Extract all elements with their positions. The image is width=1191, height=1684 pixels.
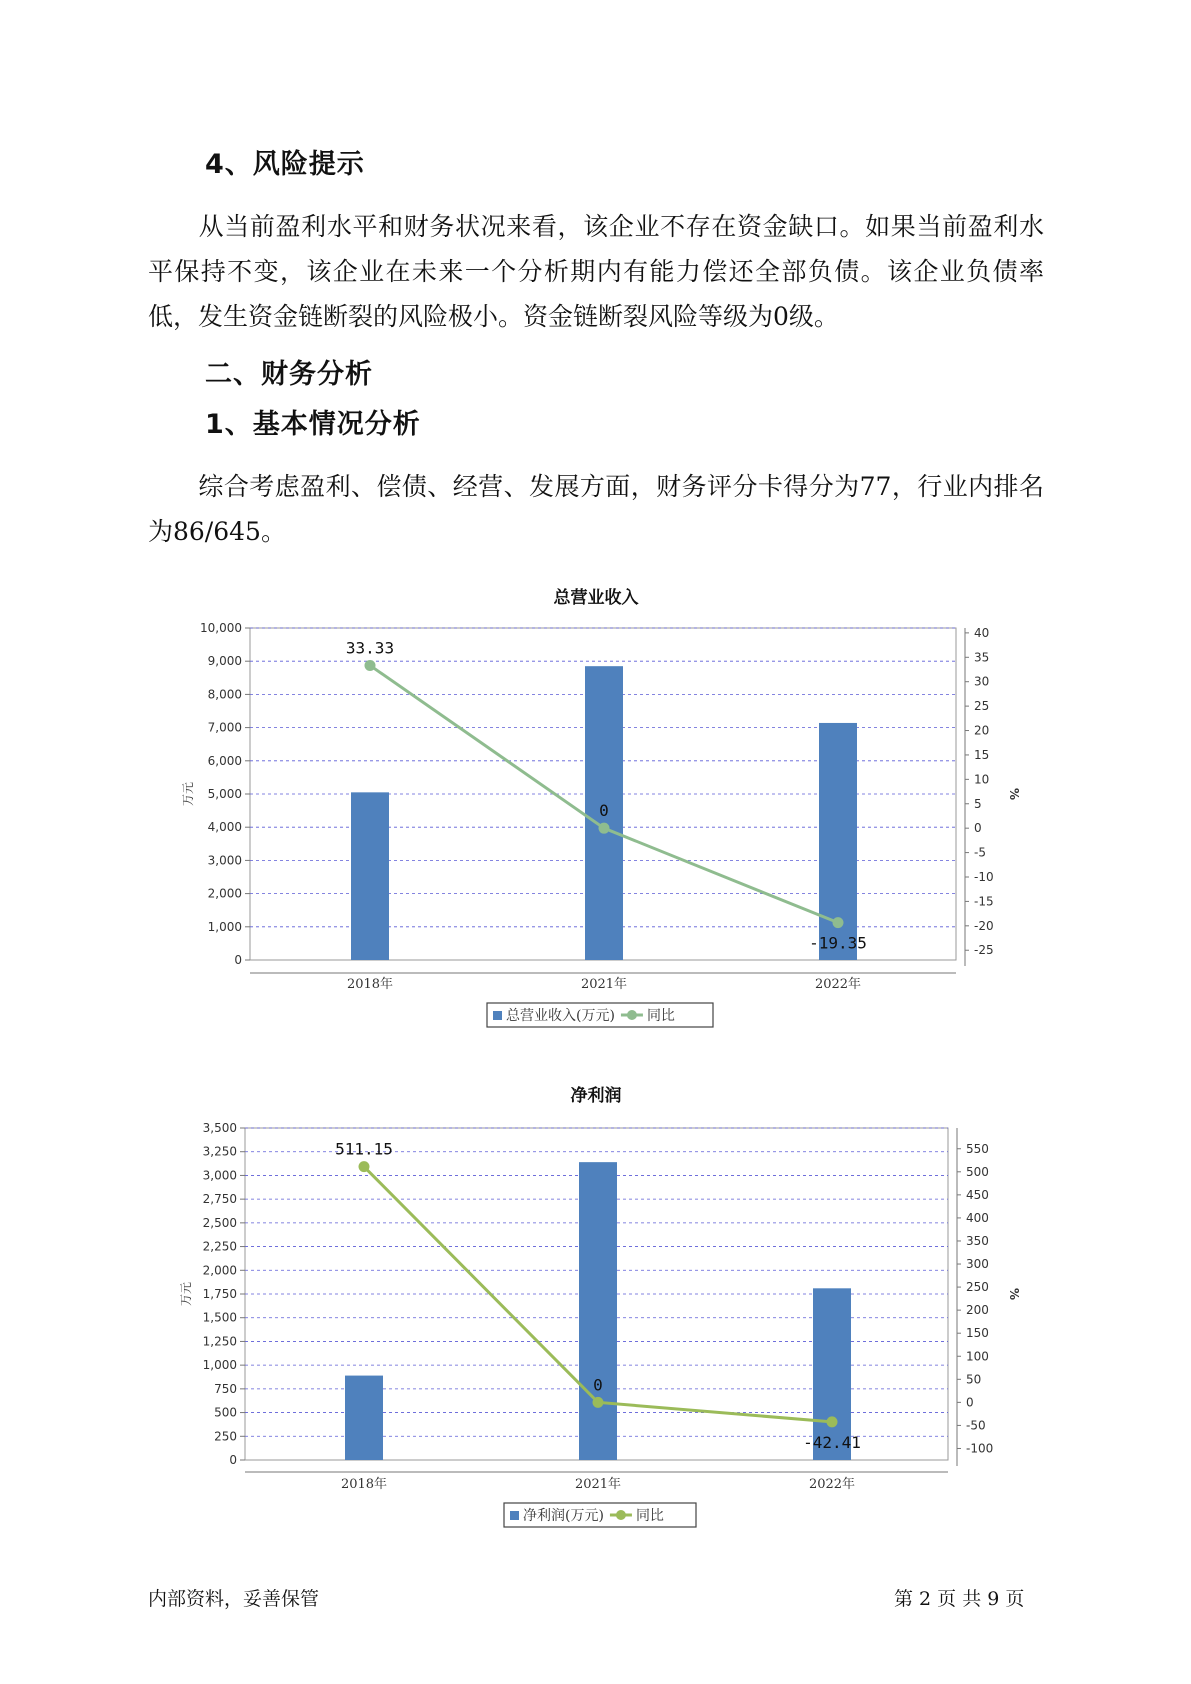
chart1-ytick-label: 3,000 xyxy=(207,853,242,868)
chart1-ytick-label: 4,000 xyxy=(207,820,242,835)
chart2-ytick-label: 3,250 xyxy=(202,1144,237,1159)
chart2-ytick-label: 2,250 xyxy=(202,1239,237,1254)
chart2-ytick-label: 3,500 xyxy=(202,1121,237,1135)
chart1-y2tick-label: 25 xyxy=(974,699,990,714)
chart1-line-point xyxy=(365,660,376,671)
chart2-ytick-label: 2,500 xyxy=(202,1215,237,1230)
chart1-title: 总营业收入 xyxy=(553,588,639,608)
chart1-ytick-label: 1,000 xyxy=(207,919,242,934)
chart1-y2tick-label: 20 xyxy=(974,723,990,738)
chart2-ylabel: 万元 xyxy=(179,1281,193,1307)
chart2-y2tick-label: 350 xyxy=(966,1233,989,1248)
chart2-y2tick-label: -50 xyxy=(966,1418,986,1433)
chart2-y2tick-label: 500 xyxy=(966,1164,989,1179)
chart1-ytick-label: 8,000 xyxy=(207,687,242,702)
chart1-legend-bar-label: 总营业收入(万元) xyxy=(506,1008,615,1024)
risk-paragraph: 从当前盈利水平和财务状况来看，该企业不存在资金缺口。如果当前盈利水平保持不变，该企业在未来一个分析期内有能力偿还全部负债。该企业负债率低，发生资金链断裂的风险极小。资金链断裂风险等级为0级。 xyxy=(148,212,1044,331)
chart1-legend-line-marker xyxy=(627,1010,637,1020)
chart1-y2tick-label: 0 xyxy=(974,821,982,836)
chart2-y2tick-label: 100 xyxy=(966,1349,989,1364)
chart1-y2tick-label: 5 xyxy=(974,796,982,811)
chart2-ytick-label: 2,000 xyxy=(202,1263,237,1278)
chart2-y2tick-label: 200 xyxy=(966,1303,989,1318)
chart2-legend-bar-swatch xyxy=(510,1511,519,1520)
chart1-ytick-label: 5,000 xyxy=(207,787,242,801)
chart2-bar xyxy=(579,1162,617,1460)
chart1-ytick-label: 6,000 xyxy=(207,753,242,768)
chart2-ytick-label: 1,000 xyxy=(202,1358,237,1373)
chart1-ytick-label: 2,000 xyxy=(207,886,242,901)
chart2-ytick-label: 500 xyxy=(214,1405,237,1420)
chart2-line-point xyxy=(593,1397,604,1408)
chart2-y2tick-label: -100 xyxy=(966,1441,994,1456)
chart2-title: 净利润 xyxy=(570,1086,622,1106)
chart2-y2tick-label: 50 xyxy=(966,1372,982,1387)
chart2-data-label: 511.15 xyxy=(335,1139,393,1159)
chart1-data-label: 0 xyxy=(599,801,609,821)
chart1-category-label: 2018年 xyxy=(346,977,394,992)
heading-risk: 4、风险提示 xyxy=(205,149,365,180)
chart1-legend-bar-swatch xyxy=(493,1011,502,1020)
chart2-y2tick-label: 400 xyxy=(966,1210,989,1225)
chart2-category-label: 2022年 xyxy=(808,1477,856,1492)
chart1-y2tick-label: 35 xyxy=(974,650,990,665)
chart1-bar xyxy=(351,792,389,960)
chart2-bar xyxy=(345,1376,383,1460)
chart1-y2tick-label: -5 xyxy=(974,845,986,860)
chart1-category-label: 2021年 xyxy=(580,977,628,992)
chart2-legend-line-marker xyxy=(616,1510,626,1520)
chart1-data-label: 33.33 xyxy=(345,638,395,658)
heading-basic: 1、基本情况分析 xyxy=(205,409,421,440)
chart2-legend-bar-label: 净利润(万元) xyxy=(523,1508,604,1524)
chart2-data-label: -42.41 xyxy=(803,1432,861,1452)
footer-note: 内部资料，妥善保管 xyxy=(148,1588,320,1610)
chart2-ytick-label: 3,000 xyxy=(202,1168,237,1183)
chart1-ytick-label: 9,000 xyxy=(207,654,242,669)
chart2-ytick-label: 1,750 xyxy=(202,1287,237,1301)
chart2-ytick-label: 250 xyxy=(214,1429,237,1444)
chart2-y2tick-label: 250 xyxy=(966,1280,989,1295)
chart1-ylabel: 万元 xyxy=(181,781,195,807)
chart2-y2tick-label: 300 xyxy=(966,1257,989,1272)
chart1-y2tick-label: -10 xyxy=(974,870,994,884)
footer-page-number: 第 2 页 共 9 页 xyxy=(894,1588,1025,1610)
chart1-y2tick-label: 40 xyxy=(974,625,990,640)
chart1-ytick-label: 7,000 xyxy=(207,720,242,735)
chart1-y2tick-label: 10 xyxy=(974,772,990,787)
chart2-category-label: 2018年 xyxy=(340,1477,388,1492)
chart2-y2label: % xyxy=(1007,1287,1021,1301)
chart1-y2label: % xyxy=(1007,787,1021,801)
chart2-legend-line-label: 同比 xyxy=(635,1508,664,1524)
chart2-ytick-label: 0 xyxy=(229,1453,237,1467)
chart1-y2tick-label: 30 xyxy=(974,674,990,689)
chart2-data-label: 0 xyxy=(593,1375,603,1395)
chart2-line-point xyxy=(827,1416,838,1427)
chart1-ytick-label: 10,000 xyxy=(200,621,242,635)
chart2-y2tick-label: 450 xyxy=(966,1187,989,1202)
chart1-y2tick-label: 15 xyxy=(974,747,990,762)
chart1-data-label: -19.35 xyxy=(809,933,867,953)
chart2-line-point xyxy=(359,1161,370,1172)
chart2-y2tick-label: 550 xyxy=(966,1141,989,1156)
chart1-line-point xyxy=(833,917,844,928)
chart2-y2tick-label: 150 xyxy=(966,1326,989,1341)
chart2-ytick-label: 1,500 xyxy=(202,1310,237,1325)
chart2-ytick-label: 1,250 xyxy=(202,1334,237,1349)
chart1-category-label: 2022年 xyxy=(814,977,862,992)
chart1-legend-line-label: 同比 xyxy=(646,1008,675,1024)
chart1-y2tick-label: -20 xyxy=(974,918,994,933)
chart1-line-point xyxy=(599,823,610,834)
basic-paragraph: 综合考虑盈利、偿债、经营、发展方面，财务评分卡得分为77，行业内排名为86/645。 xyxy=(148,472,1044,546)
chart2-category-label: 2021年 xyxy=(574,1477,622,1492)
chart1-y2tick-label: -25 xyxy=(974,943,994,958)
heading-finance: 二、财务分析 xyxy=(205,359,373,390)
chart1-y2tick-label: -15 xyxy=(974,894,994,909)
chart1-ytick-label: 0 xyxy=(234,953,242,967)
chart2-ytick-label: 2,750 xyxy=(202,1192,237,1207)
chart2-y2tick-label: 0 xyxy=(966,1395,974,1410)
chart2-ytick-label: 750 xyxy=(214,1381,237,1396)
